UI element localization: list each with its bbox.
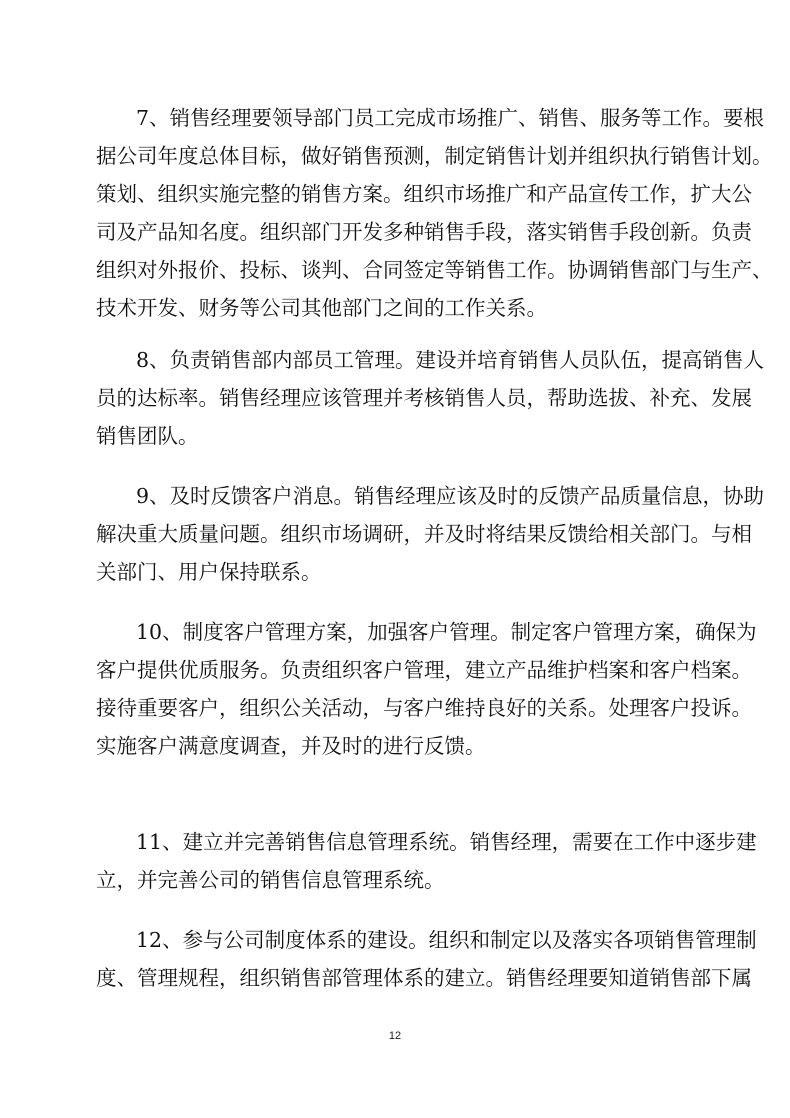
paragraph-line: 10、制度客户管理方案，加强客户管理。制定客户管理方案，确保为 <box>136 620 757 644</box>
paragraph-line: 据公司年度总体目标，做好销售预测，制定销售计划并组织执行销售计划。 <box>96 144 773 168</box>
page-number: 12 <box>388 1030 402 1042</box>
paragraph-line: 9、及时反馈客户消息。销售经理应该及时的反馈产品质量信息，协助 <box>136 484 765 508</box>
paragraph-line: 接待重要客户，组织公关活动，与客户维持良好的关系。处理客户投诉。 <box>96 696 752 720</box>
paragraph-line: 技术开发、财务等公司其他部门之间的工作关系。 <box>96 296 547 320</box>
paragraph-line: 度、管理规程，组织销售部管理体系的建立。销售经理要知道销售部下属 <box>96 966 752 990</box>
paragraph-line: 关部门、用户保持联系。 <box>96 560 322 584</box>
paragraph-line: 8、负责销售部内部员工管理。建设并培育销售人员队伍，提高销售人 <box>136 348 765 372</box>
paragraph-line: 实施客户满意度调查，并及时的进行反馈。 <box>96 734 486 758</box>
paragraph-line: 12、参与公司制度体系的建设。组织和制定以及落实各项销售管理制 <box>136 928 757 952</box>
paragraph-line: 司及产品知名度。组织部门开发多种销售手段，落实销售手段创新。负责 <box>96 220 752 244</box>
paragraph-line: 解决重大质量问题。组织市场调研，并及时将结果反馈给相关部门。与相 <box>96 522 752 546</box>
paragraph-line: 7、销售经理要领导部门员工完成市场推广、销售、服务等工作。要根 <box>136 106 765 130</box>
paragraph-line: 客户提供优质服务。负责组织客户管理，建立产品维护档案和客户档案。 <box>96 658 752 682</box>
paragraph-line: 11、建立并完善销售信息管理系统。销售经理，需要在工作中逐步建 <box>136 830 757 854</box>
paragraph-line: 销售团队。 <box>96 424 199 448</box>
paragraph-line: 员的达标率。销售经理应该管理并考核销售人员，帮助选拔、补充、发展 <box>96 386 752 410</box>
paragraph-line: 组织对外报价、投标、谈判、合同签定等销售工作。协调销售部门与生产、 <box>96 258 773 282</box>
paragraph-line: 策划、组织实施完整的销售方案。组织市场推广和产品宣传工作，扩大公 <box>96 182 752 206</box>
paragraph-line: 立，并完善公司的销售信息管理系统。 <box>96 868 445 892</box>
